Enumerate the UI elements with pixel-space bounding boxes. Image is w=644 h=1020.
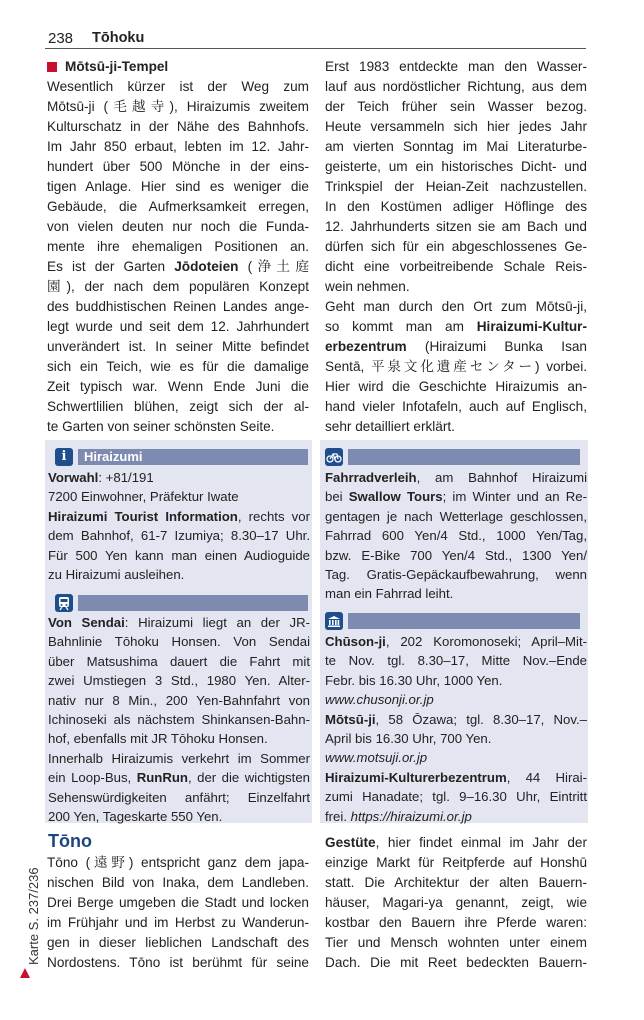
text-line (48, 807, 310, 826)
text-run: zumi Hanadate; tgl. 9–16.30 Uhr, Eintritt (325, 789, 587, 805)
text-run: am vierten Sonntag im Mai Literaturbe- (325, 139, 587, 154)
text-line (325, 651, 587, 670)
text-line (48, 632, 310, 651)
text-run: Dach. Die mit Reet bedeckten Bauern- (325, 955, 587, 970)
text-run: legt wurde und seit dem 12. Jahrhundert (47, 319, 309, 334)
text-line (325, 117, 587, 137)
text-run: Ichinoseki als nächstem Shinkansen-Bahn- (48, 711, 310, 727)
bike-lines (325, 468, 587, 604)
text-line (48, 565, 310, 584)
text-line (325, 257, 587, 277)
text-run: man ein Fahrrad leiht. (325, 586, 454, 602)
text-run: unverändert ist. In seiner Mitte befindet (47, 339, 309, 354)
map-reference-label: Karte S. 237/236 (26, 867, 41, 965)
text-line (47, 97, 309, 117)
text-line (325, 807, 587, 826)
text-line (325, 873, 587, 893)
text-line (325, 297, 587, 317)
text-run: , 58 Ōzawa; tgl. 8.30–17, Nov.– (375, 711, 587, 727)
text-line (47, 237, 309, 257)
text-line (47, 137, 309, 157)
text-run: gen in dieser lieblichen Landschaft des (47, 935, 309, 950)
museum-text (325, 632, 587, 826)
text-run: Trinkspiel der Heian-Zeit nachzustellen. (325, 179, 587, 194)
text-run: Tier und Mensch wohnten unter einem (325, 935, 587, 950)
text-run: der Teich früher sein Wasser bezog. (325, 99, 587, 114)
bold-term: Jōdoteien (174, 259, 239, 274)
text-run: Febr. bis 16.30 Uhr, 1000 Yen. (325, 672, 503, 688)
text-line (325, 953, 587, 973)
text-run: dicht eine vorbeitreibende Schale Reis- (325, 259, 587, 274)
text-line (48, 652, 310, 671)
text-line (47, 277, 309, 297)
text-line (325, 768, 587, 787)
text-line (325, 217, 587, 237)
bold-term: Swallow Tours (348, 489, 443, 505)
text-run: Hier wird die Geschichte Hiraizumis an- (325, 379, 587, 394)
text-run: nativ nur 8 Min., 200 Yen-Bahnfahrt von (48, 692, 310, 708)
text-run: Wesentlich kürzer ist der Weg zum (47, 79, 309, 94)
text-line (48, 710, 310, 729)
text-line (47, 77, 309, 97)
heading-text: Mōtsū-ji-Tempel (65, 59, 169, 74)
text-run: bei (325, 489, 349, 505)
text-run: te Nov. tgl. 8.30–17, Mitte Nov.–Ende (325, 653, 587, 669)
tono-right-column (325, 833, 587, 973)
text-run: frei. (325, 808, 351, 824)
text-line (325, 77, 587, 97)
text-line (47, 933, 309, 953)
text-line (47, 873, 309, 893)
text-line (47, 177, 309, 197)
museum-lines (325, 632, 587, 826)
text-line (325, 197, 587, 217)
text-line (325, 377, 587, 397)
text-line (325, 690, 587, 709)
text-run: hundert über 500 Mönche in der eins- (47, 159, 309, 174)
text-line (48, 768, 310, 787)
text-run: , 44 Hirai- (506, 769, 587, 785)
text-run: kostbar den Bauern ihre Pferde waren: (325, 915, 587, 930)
text-line (48, 729, 310, 748)
text-run: so kommt man am (325, 319, 477, 334)
bold-term: Vorwahl (48, 470, 99, 485)
text-run: , am Bahnhof Hiraizumi (416, 470, 587, 485)
text-run: Gebäude, die Aufmerksamkeit erregen, (47, 199, 309, 214)
bold-term: Hiraizumi-Kultur- (476, 319, 587, 334)
text-run: Zeit typisch war. Wenn Ende Juni die (47, 379, 309, 394)
text-run: , 202 Koromonoseki; April–Mit- (385, 634, 587, 649)
museum-bar (325, 612, 578, 630)
text-run: einzige Markt für Reitpferde auf Honshū (325, 855, 587, 870)
section-heading-tono: Tōno (48, 831, 92, 851)
text-run: (浄土庭 (238, 259, 309, 274)
text-line (325, 787, 587, 806)
text-line (48, 671, 310, 690)
text-line (325, 417, 587, 437)
bold-term: Mōtsū-ji (325, 711, 376, 727)
text-run: , rechts vor (237, 508, 310, 524)
text-run: zwei Umstiegen 3 Std., 1980 Yen. Alter- (48, 673, 310, 689)
text-line (325, 748, 587, 767)
text-line (48, 749, 310, 768)
text-run: Bahnlinie Tōhoku Honsen. Von Sendai (48, 634, 310, 650)
text-line (325, 357, 587, 377)
text-line (325, 893, 587, 913)
text-line (47, 853, 309, 873)
text-line (47, 317, 309, 337)
text-line (47, 377, 309, 397)
bike-bar (325, 448, 578, 466)
text-run: statt. Die Architektur der alten Bauern- (325, 875, 587, 890)
text-run: dürfen sich für ein abgeschlossenes Ge- (325, 239, 587, 254)
text-run: zu Hiraizumi ausleihen. (48, 566, 185, 582)
text-run: häuser, Magari-ya genannt, zeigt, wie (325, 895, 587, 910)
top-right-column (325, 57, 587, 437)
text-line (325, 710, 587, 729)
text-run: geisterte, um ein historisches Dicht- und (325, 159, 587, 174)
bold-term: Chūson-ji (325, 634, 386, 649)
text-line (325, 177, 587, 197)
train-text (48, 613, 310, 826)
text-line (47, 397, 309, 417)
red-square-icon (47, 62, 57, 72)
text-run: 200 Yen, Tageskarte 550 Yen. (48, 808, 223, 824)
text-run: Kulturschatz in der Nähe des Bahnhofs. (47, 119, 309, 134)
text-run: te Garten von seiner schönsten Seite. (47, 419, 275, 434)
text-run: : Hiraizumi liegt an der JR- (124, 615, 310, 630)
text-run: Tōno (遠野) entspricht ganz dem japa- (47, 855, 309, 870)
text-run: Geht man durch den Ort zum Mōtsū-ji, (325, 299, 587, 314)
text-line (325, 584, 587, 603)
text-run: 7200 Einwohner, Präfektur Iwate (48, 489, 239, 505)
text-run: Für 500 Yen kann man einen Audioguide (48, 547, 310, 563)
bike-bar-fill (348, 449, 580, 465)
text-line (48, 507, 310, 526)
tono-left-lines (47, 853, 309, 973)
info-icon: i (55, 448, 73, 466)
text-run: Es ist der Garten (47, 259, 175, 274)
running-header: Tōhoku (92, 30, 145, 46)
text-run: Fahrrad 600 Yen/4 Std., 1000 Yen/Tag, (325, 528, 587, 544)
text-run: über Matsushima dauert die Fahrt mit (48, 653, 310, 669)
text-run: Nordostens. Tōno ist berühmt für seine (47, 955, 309, 970)
text-line (325, 526, 587, 545)
text-line (47, 417, 309, 437)
bike-text (325, 468, 587, 604)
header-rule (45, 48, 586, 49)
text-run: hof, ebenfalls mit JR Tōhoku Honsen. (48, 731, 268, 747)
text-run: Sentā, 平泉文化遺産センター) vorbei. (325, 359, 587, 374)
text-line (325, 397, 587, 417)
web-link[interactable]: www.chusonji.or.jp (325, 692, 434, 708)
text-line (325, 507, 587, 526)
text-line (48, 788, 310, 807)
bold-term: erbezentrum (325, 339, 407, 354)
text-run: Im Jahr 850 erbaut, lebten im 12. Jahr- (47, 139, 309, 154)
text-line (325, 833, 587, 853)
text-line (325, 487, 587, 506)
bold-term: Fahrradverleih (325, 470, 417, 485)
text-run: nischen Bild von Inaka, dem Landleben. (47, 875, 309, 890)
text-line (325, 671, 587, 690)
text-line (325, 337, 587, 357)
text-line (325, 57, 587, 77)
paragraph-lines (47, 77, 309, 437)
tono-right-lines (325, 833, 587, 973)
text-run: Heute versammeln sich hier jedes Jahr (325, 119, 587, 134)
text-run: 12. Jahrhunderts sitzen sie am Bach und (325, 219, 587, 234)
text-line (325, 317, 587, 337)
triangle-marker-icon (20, 968, 30, 978)
text-run: des buddhistischen Reinen Landes ange- (47, 299, 309, 314)
train-bar (55, 594, 308, 612)
text-run: lauf aus nordöstlicher Richtung, aus dem (325, 79, 587, 94)
text-run: Innerhalb Hiraizumis verkehrt im Sommer (48, 750, 310, 766)
text-line (325, 97, 587, 117)
bold-term: Hiraizumi Tourist Information (48, 508, 238, 524)
text-line (48, 487, 310, 506)
text-line (325, 729, 587, 748)
train-bar-fill (78, 595, 308, 611)
train-lines (48, 613, 310, 826)
tono-left-column (47, 853, 309, 973)
bold-term: Von Sendai (48, 615, 125, 630)
text-run: Mōtsū-ji (毛越寺), Hiraizumis zweitem (47, 99, 309, 114)
train-icon (55, 594, 73, 612)
text-line (47, 197, 309, 217)
section-heading (47, 57, 309, 77)
text-run: Schwertlilien blühen, zeigt sich der al- (47, 399, 309, 414)
text-run: hand vieler Infotafeln, auch auf Englisch, (325, 399, 587, 414)
text-run: bzw. E-Bike 700 Yen/4 Std., 1300 Yen/ (325, 547, 587, 563)
web-link[interactable]: www.motsuji.or.jp (325, 750, 428, 766)
text-line (325, 565, 587, 584)
text-run: im Frühjahr und im Herbst zu Wanderun- (47, 915, 309, 930)
text-line (325, 237, 587, 257)
text-line (47, 893, 309, 913)
info-bar-title: Hiraizumi (78, 449, 308, 465)
text-line (47, 117, 309, 137)
text-line (47, 157, 309, 177)
text-run: ein Loop-Bus, (48, 770, 137, 786)
text-run: Tag. Gratis-Gepäckaufbewahrung, wenn (325, 566, 587, 582)
text-line (48, 468, 310, 487)
text-line (47, 913, 309, 933)
text-run: von vielen deuten nur noch die Funda- (47, 219, 309, 234)
text-line (325, 277, 587, 297)
text-line (325, 546, 587, 565)
text-line (325, 137, 587, 157)
text-run: , der die wichtigsten (187, 770, 310, 786)
text-line (47, 337, 309, 357)
text-line (47, 217, 309, 237)
text-line (48, 613, 310, 632)
text-run: Drei Berge umgeben die Stadt und locken (47, 895, 309, 910)
text-line (47, 357, 309, 377)
text-line (325, 853, 587, 873)
text-line (48, 691, 310, 710)
text-line (47, 953, 309, 973)
text-run: , hier findet einmal im Jahr der (375, 835, 587, 850)
info-bar (55, 448, 308, 466)
bold-term: RunRun (136, 770, 188, 786)
text-line (47, 297, 309, 317)
bicycle-icon (325, 448, 343, 466)
text-line (325, 913, 587, 933)
text-run: mente ihre ehemaligen Positionen an. (47, 239, 309, 254)
text-line (48, 546, 310, 565)
text-run: sehr detailliert erklärt. (325, 419, 455, 434)
text-run: sich ein Teich, wie es für die damalige (47, 359, 309, 374)
map-reference-tab[interactable] (14, 850, 41, 975)
text-run: gentagen je nach Wetterlage geschlossen, (325, 508, 587, 524)
page-number: 238 (48, 30, 74, 47)
info-lines (48, 468, 310, 584)
text-run: Erst 1983 entdeckte man den Wasser- (325, 59, 587, 74)
paragraph-lines (325, 57, 587, 437)
text-run: In den Kostümen adliger Höflinge des (325, 199, 587, 214)
bold-term: Hiraizumi-Kulturerbezentrum (325, 769, 507, 785)
text-run: ; im Winter und an Re- (442, 489, 587, 505)
text-run: Sehenswürdigkeiten anfährt; Einzelfahrt (48, 789, 310, 805)
text-run: April bis 16.30 Uhr, 700 Yen. (325, 730, 492, 746)
text-run: dem Bahnhof, 61-7 Izumiya; 8.30–17 Uhr. (48, 528, 310, 544)
text-line (325, 632, 587, 651)
text-run: : +81/191 (98, 470, 154, 485)
text-line (325, 157, 587, 177)
text-run: tigen Anlage. Hier sind es weniger die (47, 179, 309, 194)
museum-icon (325, 612, 343, 630)
top-left-column (47, 57, 309, 437)
bold-term: Gestüte (325, 835, 376, 850)
info-text (48, 468, 310, 584)
text-line (325, 933, 587, 953)
text-run: wein nehmen. (325, 279, 410, 294)
text-line (48, 526, 310, 545)
text-run: (Hiraizumi Bunka Isan (406, 339, 587, 354)
text-line (325, 468, 587, 487)
text-run: 園), der nach dem populären Konzept (47, 279, 309, 294)
text-line (47, 257, 309, 277)
web-link[interactable]: https://hiraizumi.or.jp (350, 808, 472, 824)
museum-bar-fill (348, 613, 580, 629)
